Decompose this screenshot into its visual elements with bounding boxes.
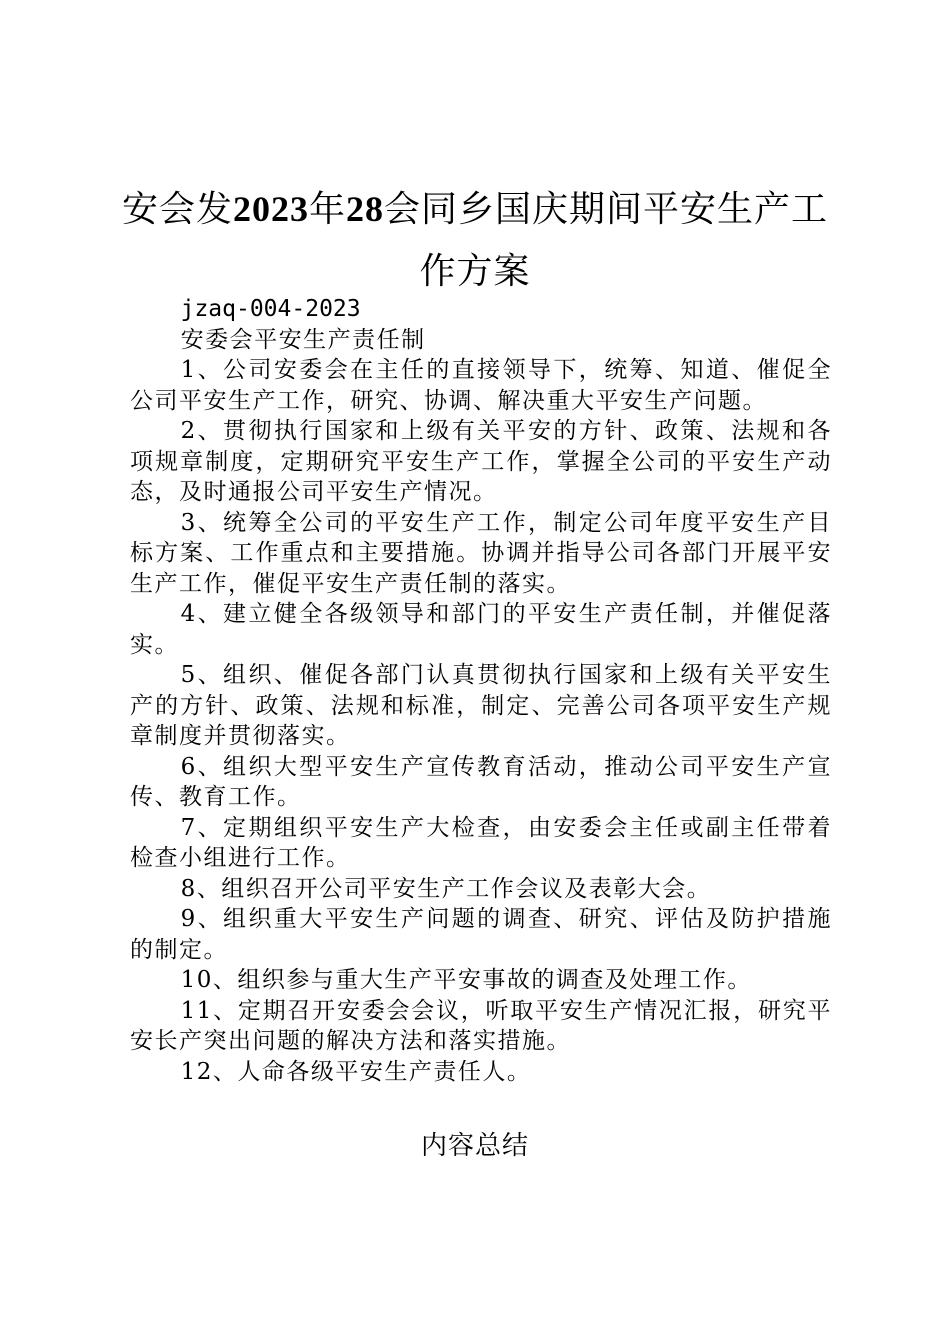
title-rest: 会同乡国庆期间平安生产工作方案 (384, 189, 829, 292)
document-code: jzaq-004-2023 (180, 296, 361, 322)
paragraph-8: 8、组织召开公司平安生产工作会议及表彰大会。 (180, 875, 712, 902)
summary-heading: 内容总结 (420, 1131, 529, 1161)
paragraph-9: 9、组织重大平安生产问题的调查、研究、评估及防护措施的制定。 (130, 906, 832, 963)
title-prefix: 安会发 (121, 189, 233, 230)
document-title (120, 178, 830, 303)
paragraph-7: 7、定期组织平安生产大检查，由安委会主任或副主任带着检查小组进行工作。 (130, 814, 832, 871)
paragraph-11: 11、定期召开安委会会议，听取平安生产情况汇报，研究平安长产突出问题的解决方法和落实措施。 (130, 997, 832, 1054)
paragraph-5: 5、组织、催促各部门认真贯彻执行国家和上级有关平安生产的方针、政策、法规和标准，制定、完善公司各项平安生产规章制度并贯彻落实。 (130, 662, 832, 749)
title-year-suffix: 年 (308, 189, 346, 230)
document-body (130, 294, 832, 1087)
paragraph-1: 1、公司安委会在主任的直接领导下，统筹、知道、催促全公司平安生产工作，研究、协调、解决重大平安生产问题。 (130, 357, 832, 414)
title-number: 28 (346, 189, 384, 229)
paragraph-4: 4、建立健全各级领导和部门的平安生产责任制，并催促落实。 (130, 601, 832, 658)
paragraph-10: 10、组织参与重大生产平安事故的调查及处理工作。 (180, 967, 752, 993)
title-year: 2023 (232, 189, 309, 229)
paragraph-12: 12、人命各级平安生产责任人。 (180, 1058, 532, 1085)
paragraph-6: 6、组织大型平安生产宣传教育活动，推动公司平安生产宣传、教育工作。 (130, 753, 832, 810)
document-subtitle: 安委会平安生产责任制 (180, 326, 426, 353)
paragraph-2: 2、贯彻执行国家和上级有关平安的方针、政策、法规和各项规章制度，定期研究平安生产工作，掌握全公司的平安生产动态，及时通报公司平安生产情况。 (130, 418, 832, 505)
paragraph-3: 3、统筹全公司的平安生产工作，制定公司年度平安生产目标方案、工作重点和主要措施。协调并指导公司各部门开展平安生产工作，催促平安生产责任制的落实。 (130, 509, 832, 597)
